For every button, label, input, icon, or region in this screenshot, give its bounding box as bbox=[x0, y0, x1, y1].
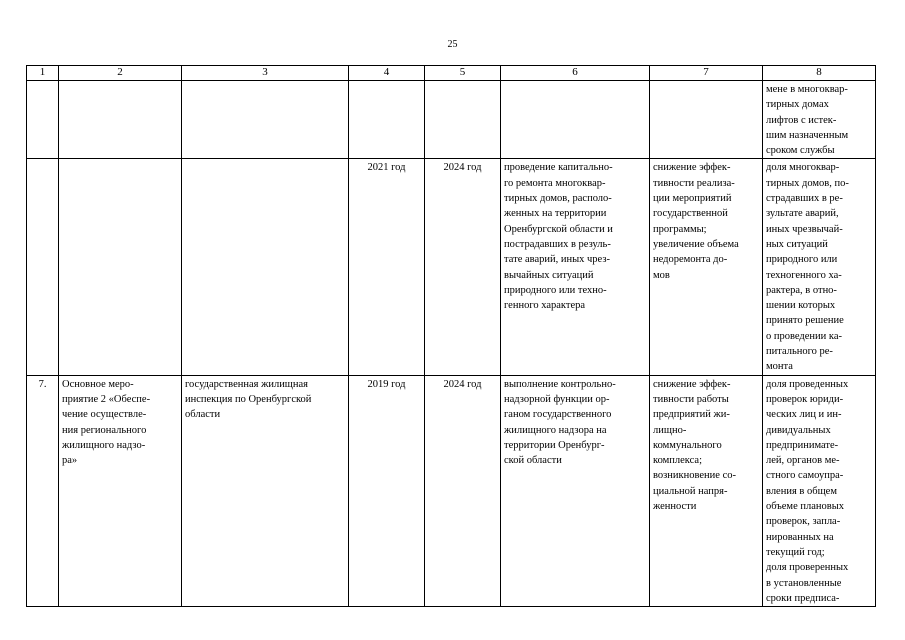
consequences-cell bbox=[650, 81, 763, 159]
activity-name-cell: Основное меро- приятие 2 «Обеспе- чение осуществле- ния регионального жилищного надзо- ра» bbox=[59, 375, 182, 606]
program-table bbox=[26, 65, 876, 607]
column-header-8: 8 bbox=[763, 66, 876, 81]
column-header-4: 4 bbox=[349, 66, 425, 81]
table-row bbox=[27, 159, 876, 375]
executor-cell bbox=[182, 159, 349, 375]
end-year-cell: 2024 год bbox=[425, 375, 501, 606]
start-year-cell: 2019 год bbox=[349, 375, 425, 606]
indicator-cell: доля многоквар- тирных домов, по- страдавших в ре- зультате аварий, иных чрезвычай- ных ситуаций природного или техногенного ха- рактера, в отно- шении которых принято решение о проведении ка- питального ре- монта bbox=[763, 159, 876, 375]
column-header-3: 3 bbox=[182, 66, 349, 81]
expected-result-cell: проведение капитально- го ремонта многоквар- тирных домов, располо- женных на территории Оренбургской области и пострадавших в резуль- тате аварий, иных чрез- вычайных ситуаций природного или техно- генного характера bbox=[501, 159, 650, 375]
activity-name-cell bbox=[59, 159, 182, 375]
page-number: 25 bbox=[447, 39, 458, 50]
indicator-cell: мене в многоквар- тирных домах лифтов с истек- шим назначенным сроком службы bbox=[763, 81, 876, 159]
column-header-7: 7 bbox=[650, 66, 763, 81]
column-header-6: 6 bbox=[501, 66, 650, 81]
table-header-row bbox=[27, 66, 876, 81]
executor-cell bbox=[182, 81, 349, 159]
indicator-cell: доля проведенных проверок юриди- ческих лиц и ин- дивидуальных предпринимате- лей, органов ме- стного самоупра- вления в общем объеме плановых проверок, запла- нированных на текущий год; доля проверенных в установленные сроки предписа- bbox=[763, 375, 876, 606]
expected-result-cell bbox=[501, 81, 650, 159]
consequences-cell: снижение эффек- тивности реализа- ции мероприятий государственной программы; увеличение объема недоремонта до- мов bbox=[650, 159, 763, 375]
start-year-cell bbox=[349, 81, 425, 159]
row-number-cell bbox=[27, 81, 59, 159]
end-year-cell: 2024 год bbox=[425, 159, 501, 375]
start-year-cell: 2021 год bbox=[349, 159, 425, 375]
consequences-cell: снижение эффек- тивности работы предприятий жи- лищно- коммунального комплекса; возникновение со- циальной напря- женности bbox=[650, 375, 763, 606]
activity-name-cell bbox=[59, 81, 182, 159]
end-year-cell bbox=[425, 81, 501, 159]
row-number-cell bbox=[27, 159, 59, 375]
executor-cell: государственная жилищная инспекция по Оренбургской области bbox=[182, 375, 349, 606]
column-header-1: 1 bbox=[27, 66, 59, 81]
column-header-5: 5 bbox=[425, 66, 501, 81]
row-number-cell: 7. bbox=[27, 375, 59, 606]
table-row bbox=[27, 81, 876, 159]
expected-result-cell: выполнение контрольно- надзорной функции ор- ганом государственного жилищного надзора на территории Оренбург- ской области bbox=[501, 375, 650, 606]
column-header-2: 2 bbox=[59, 66, 182, 81]
table-row bbox=[27, 375, 876, 606]
